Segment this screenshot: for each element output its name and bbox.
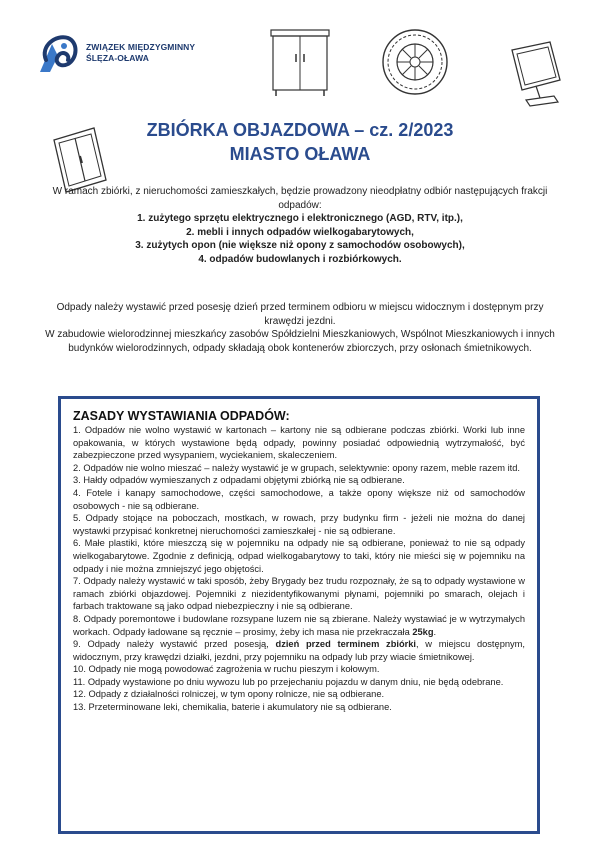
rule-item: 3. Hałdy odpadów wymieszanych z odpadami objętymi zbiórką nie są odbierane.	[73, 475, 405, 486]
fraction-item: 1. zużytego sprzętu elektrycznego i elektronicznego (AGD, RTV, itp.),	[137, 213, 463, 224]
title-line2: MIASTO OŁAWA	[229, 144, 371, 164]
rule-text: 8. Odpady poremontowe i budowlane rozsypane luzem nie są zbierane. Należy wystawiać je w wytrzymałych workach. Odpady ładowane są ręcznie – prosimy, żeby ich masa nie przekraczała	[73, 613, 525, 637]
rule-item	[73, 613, 525, 638]
rule-text: , w miejscu dostępnym, widocznym, przy krawędzi działki, jezdni, przy pojemniku na odpady lub przy wiacie śmietnikowej.	[73, 639, 526, 662]
rule-text: .	[433, 626, 437, 637]
rule-item: 2. Odpadów nie wolno mieszać – należy wystawić je w grupach, selektywnie: opony razem, meble razem itd.	[73, 462, 520, 473]
rule-item: 11. Odpady wystawione po dniu wywozu lub po przejechaniu pojazdu w danym dniu, nie będą odebrane.	[73, 676, 504, 687]
notes-section	[40, 301, 560, 355]
note-paragraph: W zabudowie wielorodzinnej mieszkańcy zasobów Spółdzielni Mieszkaniowych, Wspólnot Mieszkaniowych i innych budynków wielorodzinnych, odpady składają obok kontenerów zbiorczych, przy osłonach śmietnikowych.	[45, 329, 555, 354]
cabinet-icon	[268, 26, 332, 103]
title-line1: ZBIÓRKA OBJAZDOWA – cz. 2/2023	[146, 120, 454, 140]
note-paragraph: Odpady należy wystawić przed posesję dzień przed terminem odbioru w miejscu widocznym i dostępnym przy krawędzi jezdni.	[56, 302, 544, 327]
tire-icon	[380, 26, 450, 103]
rule-item: 1. Odpadów nie wolno wystawić w kartonach – kartony nie są odbierane podczas zbiórki. Worki lub inne opakowania, w których wystawione będą odpady, powinny posiadać odpowiednią wytrzymałość, być zabezpieczone przed wysypaniem, wyciekaniem, skaleczeniem.	[73, 425, 525, 461]
fractions-list	[40, 212, 560, 266]
organization-name	[86, 42, 195, 64]
intro-text: W ramach zbiórki, z nieruchomości zamieszkałych, będzie prowadzony nieodpłatny odbiór następujących frakcji odpadów:	[52, 186, 548, 211]
intro-section	[40, 185, 560, 266]
page-title	[0, 118, 600, 166]
rules-heading: ZASADY WYSTAWIANIA ODPADÓW:	[73, 409, 290, 423]
fraction-item: 3. zużytych opon (nie większe niż opony z samochodów osobowych),	[135, 240, 465, 251]
rule-item: 13. Przeterminowane leki, chemikalia, baterie i akumulatory nie są odbierane.	[73, 702, 392, 713]
rule-text: 9. Odpady należy wystawić przed posesją,	[73, 639, 276, 650]
org-name-line2: ŚLĘZA-OŁAWA	[86, 53, 149, 63]
fraction-item: 4. odpadów budowlanych i rozbiórkowych.	[198, 253, 402, 265]
rule-item: 5. Odpady stojące na poboczach, mostkach, w rowach, przy budynku firm - jeżeli nie można do danej wystawki przypisać konkretnej nieruchomości zamieszkałej - nie są odbierane.	[73, 513, 525, 536]
rule-emphasis: 25kg	[412, 626, 434, 637]
org-name-line1: ZWIĄZEK MIĘDZYGMINNY	[86, 42, 196, 52]
rules-box	[58, 396, 540, 834]
fraction-item: 2. mebli i innych odpadów wielkogabarytowych,	[186, 226, 414, 238]
rule-emphasis: dzień przed terminem zbiórki	[275, 639, 417, 650]
rule-item: 7. Odpady należy wystawić w taki sposób, żeby Brygady bez trudu rozpoznały, że są to odpady wystawione w ramach zbiórki objazdowej. Pojemniki z niezidentyfikowanymi płynami, pojemniki po smarach, olejach i farbach traktowane są jako odpad niebezpieczny i nie są odbierane.	[73, 576, 525, 612]
logo-mark-icon	[38, 32, 80, 74]
rule-item: 6. Małe plastiki, które mieszczą się w pojemniku na odpady nie są odbierane, ponieważ to nie są odpady wielkogabarytowe. Zgodnie z definicją, odpad wielkogabarytowy to taki, który nie mieści się w pojemniku na odpady i nie można zmniejszyć jego objętości.	[73, 538, 525, 574]
organization-logo	[38, 32, 195, 74]
monitor-icon	[506, 40, 566, 115]
rule-item: 10. Odpady nie mogą powodować zagrożenia w ruchu pieszym i kołowym.	[73, 664, 380, 675]
rules-content	[73, 409, 525, 714]
rule-item	[73, 638, 525, 663]
rule-item: 12. Odpady z działalności rolniczej, w tym opony rolnicze, nie są odbierane.	[73, 689, 385, 700]
rule-item: 4. Fotele i kanapy samochodowe, części samochodowe, a także opony większe niż od samochodów osobowych - nie są odbierane.	[73, 487, 525, 511]
